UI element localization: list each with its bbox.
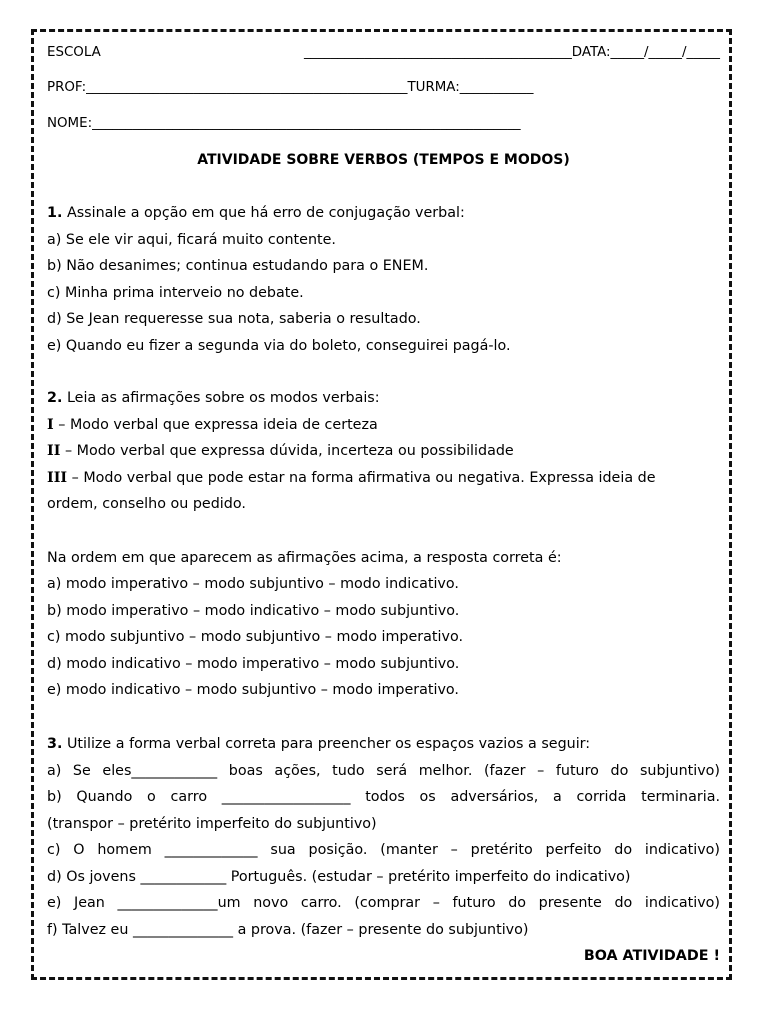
q3-item-f: f) Talvez eu ______________ a prova. (fazer – presente do subjuntivo) xyxy=(47,922,529,938)
q2-option-d: d) modo indicativo – modo imperativo – modo subjuntivo. xyxy=(47,656,460,672)
q2-statement-3 xyxy=(47,469,720,487)
statement-text: – Modo verbal que expressa ideia de certeza xyxy=(58,417,378,433)
q3-item-b-continued: (transpor – pretérito imperfeito do subjuntivo) xyxy=(47,816,377,832)
q3-item-e: e) Jean ______________um novo carro. (comprar – futuro do presente do indicativo) xyxy=(47,895,720,911)
q2-option-b: b) modo imperativo – modo indicativo – modo subjuntivo. xyxy=(47,603,460,619)
closing-message: BOA ATIVIDADE ! xyxy=(583,948,720,964)
question-text: Leia as afirmações sobre os modos verbais: xyxy=(66,390,380,406)
q1-option-b: b) Não desanimes; continua estudando para o ENEM. xyxy=(47,258,429,274)
q1-option-e: e) Quando eu fizer a segunda via do boleto, conseguirei pagá-lo. xyxy=(47,338,511,354)
q2-option-e: e) modo indicativo – modo subjuntivo – modo imperativo. xyxy=(47,682,459,698)
q2-option-c: c) modo subjuntivo – modo subjuntivo – modo imperativo. xyxy=(47,629,463,645)
roman-numeral: II xyxy=(47,443,61,459)
question-2-prompt xyxy=(47,389,720,407)
question-text: Utilize a forma verbal correta para preencher os espaços vazios a seguir: xyxy=(66,736,591,752)
name-field: NOME:________________________________________________________________ xyxy=(47,116,521,131)
school-date-field: ESCOLA ________________________________________DATA:_____/_____/_____ xyxy=(47,45,720,60)
question-number: 3. xyxy=(47,736,63,752)
q1-option-d: d) Se Jean requeresse sua nota, saberia o resultado. xyxy=(47,311,421,327)
page-title: ATIVIDADE SOBRE VERBOS (TEMPOS E MODOS) xyxy=(197,152,570,168)
question-text: Assinale a opção em que há erro de conjugação verbal: xyxy=(66,205,465,221)
q1-option-a: a) Se ele vir aqui, ficará muito contente. xyxy=(47,232,336,248)
roman-numeral: III xyxy=(47,470,68,486)
q2-question: Na ordem em que aparecem as afirmações acima, a resposta correta é: xyxy=(47,550,562,566)
statement-text: – Modo verbal que pode estar na forma afirmativa ou negativa. Expressa ideia de xyxy=(71,470,656,486)
q3-item-b: b) Quando o carro __________________ todos os adversários, a corrida terminaria. xyxy=(47,789,720,805)
question-number: 1. xyxy=(47,205,63,221)
q2-statement-1 xyxy=(47,416,720,434)
roman-numeral: I xyxy=(47,417,54,433)
q1-option-c: c) Minha prima interveio no debate. xyxy=(47,285,304,301)
question-1-prompt xyxy=(47,204,720,222)
question-number: 2. xyxy=(47,390,63,406)
q2-statement-3-continued: ordem, conselho ou pedido. xyxy=(47,496,246,512)
q3-item-d: d) Os jovens ____________ Português. (estudar – pretérito imperfeito do indicativo) xyxy=(47,869,631,885)
q2-option-a: a) modo imperativo – modo subjuntivo – modo indicativo. xyxy=(47,576,459,592)
q2-statement-2 xyxy=(47,442,720,460)
q3-item-c: c) O homem _____________ sua posição. (manter – pretérito perfeito do indicativo) xyxy=(47,842,720,858)
teacher-class-field: PROF:________________________________________________TURMA:___________ xyxy=(47,80,534,95)
question-3-prompt xyxy=(47,735,720,753)
q3-item-a: a) Se eles____________ boas ações, tudo será melhor. (fazer – futuro do subjuntivo) xyxy=(47,763,720,779)
statement-text: – Modo verbal que expressa dúvida, incerteza ou possibilidade xyxy=(64,443,514,459)
